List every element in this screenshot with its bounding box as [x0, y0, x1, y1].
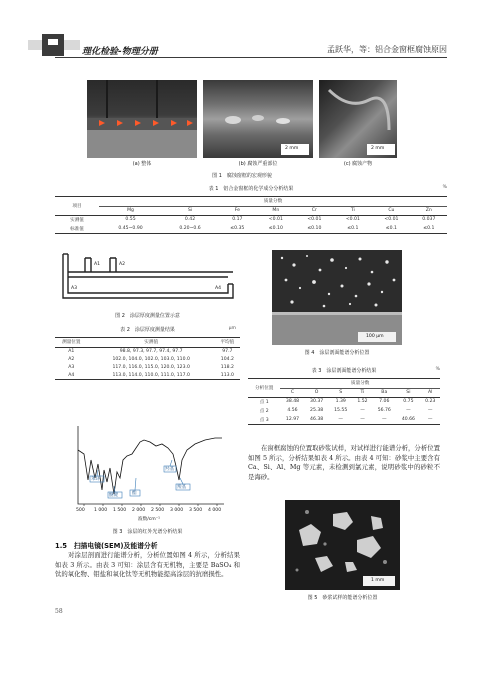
figure-4	[272, 250, 402, 362]
table1-col: Mn	[272, 208, 280, 214]
table1-group-header: 质量分数	[99, 197, 447, 207]
table2-header: 平均值	[220, 340, 235, 346]
fig1-photo-c	[319, 80, 397, 158]
table-row: 点 1 38.48 30.37 1.39 1.52 7.06 0.75 0.23	[259, 399, 436, 405]
fig2-caption: 图 2 涂层厚度测量位置示意	[115, 313, 180, 319]
journal-logo	[28, 32, 80, 58]
table-row: 标准值 0.45~0.90 0.20~0.6 ≤0.35 ≤0.10 ≤0.10 ≤0.1 ≤0.1 ≤0.1	[55, 224, 447, 233]
fig2-label-a2: A2	[119, 262, 126, 267]
journal-name: 理化检验-物理分册	[82, 47, 158, 57]
fig1-photo-a	[87, 80, 197, 158]
figure-1	[87, 80, 397, 180]
fig5-scale: 1 mm	[371, 578, 385, 583]
fig3-peak-label: 醚键	[109, 493, 119, 498]
table3-caption: 表 3 涂层剖面能谱分析结果	[311, 368, 377, 374]
fig1-caption: 图 1 腐蚀窗框的宏观形貌	[212, 173, 272, 179]
table3-grid	[248, 378, 440, 425]
table3-col: O	[314, 390, 319, 396]
table1-col: Cr	[311, 208, 317, 214]
table2-header: 测量位置	[62, 340, 81, 346]
fig1-c-scale: 2 mm	[371, 146, 385, 151]
section-paragraph: 对涂层剖面进行能谱分析，分析位置如图 4 所示，分析结果如表 3 所示。由表 3 可知：涂层含有无机物，主要是 BaSO₄ 和钛的氧化物、钼盐和氧化钛等无机物能提高涂层的抗磨损性。	[55, 551, 240, 579]
table1-col: Zn	[425, 208, 432, 214]
fig3-spectrum	[60, 420, 230, 518]
x-tick-label: 1 000	[94, 508, 108, 513]
table1-item-header: 项目	[72, 203, 82, 209]
x-tick-label: 2 500	[151, 508, 165, 513]
table1-col: Si	[187, 208, 193, 214]
table-row: A1 98.8, 97.3, 97.7, 97.4, 97.7 97.7	[68, 349, 233, 355]
x-tick-label: 4 000	[208, 508, 222, 513]
table1-col: Fe	[234, 208, 240, 214]
table1-col: Mg	[127, 208, 134, 214]
fig1-b-scale: 2 mm	[285, 146, 299, 151]
fig1-c-label: (c) 腐蚀产物	[343, 161, 373, 167]
fig1-photo-b	[203, 80, 313, 158]
fig2-label-a3: A3	[71, 286, 78, 291]
x-tick-label: 500	[76, 508, 85, 513]
table-row: 实测值 0.55 0.42 0.17 <0.01 <0.01 <0.01 <0.01 0.037	[70, 217, 436, 223]
x-tick-label: 1 500	[113, 508, 127, 513]
table3-col: Ti	[360, 390, 365, 396]
table3-col: Ba	[381, 390, 388, 396]
fig1-a-label: (a) 整体	[132, 161, 152, 167]
fig3-peak-label: 羟基	[165, 467, 175, 472]
page-number: 58	[55, 608, 63, 615]
x-tick-label: 2 000	[132, 508, 146, 513]
table1-col: Ti	[350, 208, 355, 214]
fig3-peak-label: 酯	[132, 491, 137, 496]
fig5-image	[285, 500, 400, 590]
running-title: 孟跃华，等：铝合金窗框腐蚀原因	[327, 45, 447, 54]
table2-header: 实测值	[144, 340, 159, 346]
header-rule	[55, 57, 447, 58]
fig1-b-label: (b) 腐蚀严重部位	[238, 161, 278, 167]
fig3-xlabel: 波数/cm⁻¹	[138, 517, 161, 522]
fig3-caption: 图 3 涂层的红外光谱分析结果	[112, 529, 183, 535]
fig5-caption: 图 5 砂浆试样的能谱分析位置	[307, 595, 378, 601]
fig2-diagram	[55, 250, 240, 308]
section-heading: 1.5 扫描电镜(SEM)及能谱分析	[55, 542, 158, 550]
table2-caption: 表 2 涂层厚度测量结果	[120, 327, 175, 333]
fig4-caption: 图 4 涂层剖面能谱分析位置	[304, 350, 370, 356]
table-1	[55, 185, 447, 234]
fig3-peak-label: 苯环	[91, 477, 101, 482]
table3-col: Si	[406, 390, 411, 396]
table-2	[55, 326, 240, 380]
fig4-scale: 100 μm	[366, 334, 384, 339]
figure-3	[60, 420, 230, 535]
fig3-x-ticks	[74, 508, 230, 516]
figure-5	[285, 500, 400, 612]
fig4-sem-image	[272, 250, 402, 345]
journal-header	[0, 0, 480, 70]
table-row: 点 3 12.97 46.38 — — — 40.66 —	[248, 415, 440, 424]
table3-col: C	[290, 390, 295, 396]
table-row: 点 2 4.56 25.38 15.55 — 56.76 — —	[259, 408, 433, 414]
fig3-peak-label: 羧基	[177, 485, 187, 490]
table1-grid	[55, 196, 447, 234]
table3-pos-header: 分析位置	[255, 385, 274, 391]
table2-grid	[55, 337, 240, 380]
x-tick-label: 3 000	[170, 508, 184, 513]
table3-group-header: 质量分数	[280, 379, 440, 389]
table3-col: Al	[428, 390, 433, 396]
table-3	[248, 367, 440, 425]
table1-unit: %	[442, 185, 447, 190]
table-row: A2 102.0, 104.0, 102.0, 103.0, 110.0 104.2	[68, 356, 234, 362]
table-row: A4 113.0, 114.0, 110.0, 111.0, 117.0 113.0	[55, 371, 240, 379]
table1-caption: 表 1 铝合金窗框的化学成分分析结果	[208, 186, 294, 192]
fig2-label-a1: A1	[94, 262, 101, 267]
x-tick-label: 3 500	[189, 508, 203, 513]
table1-col: Cu	[388, 208, 395, 214]
table3-col: S	[339, 390, 343, 396]
table3-unit: %	[435, 367, 440, 372]
table-row: A3 117.0, 116.0, 115.0, 120.0, 123.0 118.2	[68, 364, 234, 370]
figure-2	[55, 250, 240, 320]
fig2-label-a4: A4	[215, 286, 222, 291]
right-paragraph: 在窗框腐蚀的位置取砂浆试样，对试样进行能谱分析，分析位置如图 5 所示，分析结果如表 4 所示。由表 4 可知：砂浆中主要含有 Ca、Si、Al、Mg 等元素，未检测到氯元素，说明砂浆中的砂粒不是海砂。	[248, 444, 440, 481]
table2-unit: μm	[228, 326, 236, 331]
